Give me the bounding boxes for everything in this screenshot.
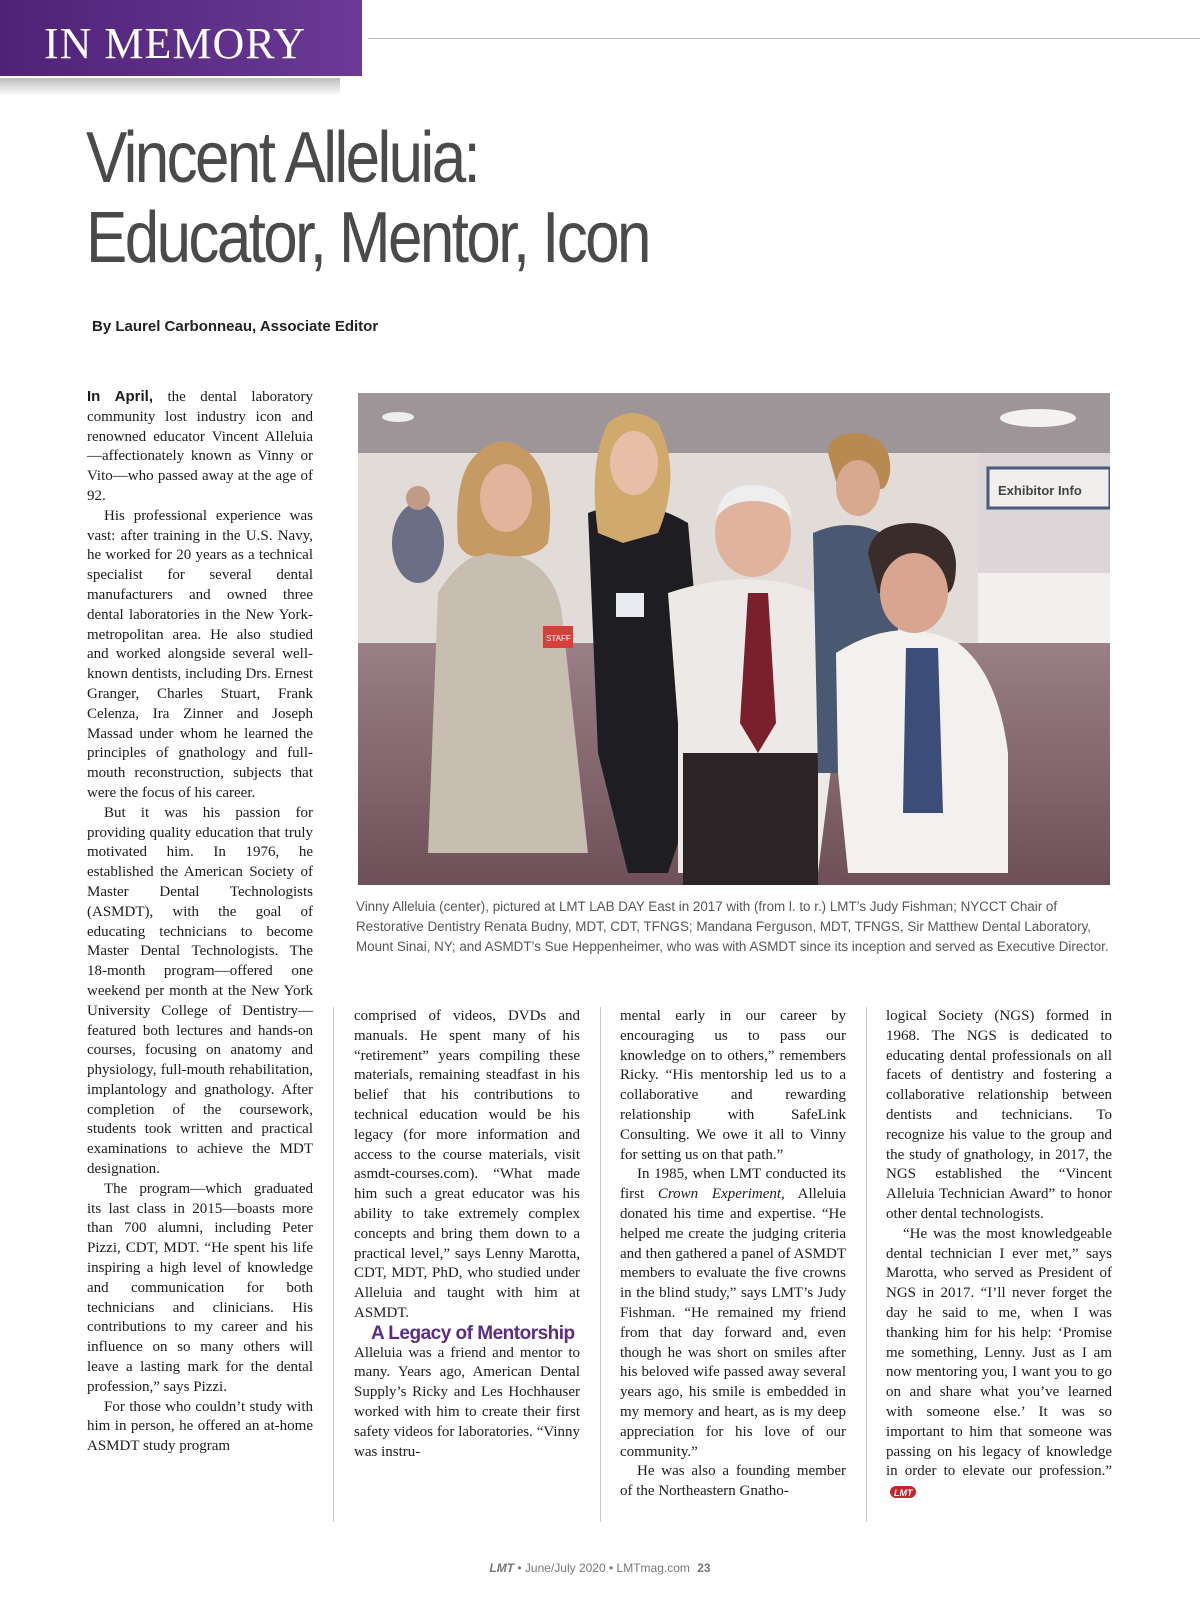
person-5-face bbox=[880, 553, 948, 633]
footer-issue: June/July 2020 bbox=[524, 1561, 606, 1575]
paragraph: comprised of videos, DVDs and manuals. He spent many of his “retirement” years compiling these materials, remaining steadfast in his belief that his contributions to technical education would be his legacy (for more information and access to the course materials, visit asmdt-courses.com). “What made him such a great educator was his ability to take extremely complex concepts and bring them down to a practical level,” says Lenny Marotta, CDT, MDT, PhD, who studied under Alleluia and taught with him at ASMDT. bbox=[354, 1008, 580, 1321]
end-logo-text: LMT bbox=[894, 1487, 913, 1498]
banner-shadow bbox=[0, 78, 340, 96]
person-4-face bbox=[836, 460, 880, 516]
badge-text: STAFF bbox=[546, 634, 571, 643]
person-5-blouse bbox=[903, 648, 943, 813]
background-person-head bbox=[406, 486, 430, 510]
column-divider bbox=[600, 1007, 601, 1522]
ceiling-light bbox=[1000, 409, 1076, 427]
lead-in: In April, bbox=[87, 388, 153, 405]
paragraph: mental early in our career by encouraging us to pass our knowledge on to others,” remembers Ricky. “His mentorship led us to a collaborative and rewarding relationship with SafeLink Consulting. We owe it all to Vinny for setting us on that path.” bbox=[620, 1008, 846, 1163]
emphasis: Crown Experiment bbox=[657, 1186, 782, 1203]
paragraph: He was also a founding member of the Northeastern Gnatho- bbox=[620, 1463, 846, 1500]
article-title bbox=[86, 118, 860, 278]
paragraph: The program—which graduated its last class in 2015—boasts more than 700 alumni, including Peter Pizzi, CDT, MDT. “He spent his life inspiring a high level of knowledge and communication for both technicians and clinicians. His contributions to my career and his influence on so many others will leave a lasting mark for the dental profession,” says Pizzi. bbox=[87, 1180, 313, 1395]
column-divider bbox=[866, 1007, 867, 1522]
ceiling-light bbox=[382, 412, 414, 422]
paragraph bbox=[87, 387, 313, 507]
title-line-1: Vincent Alleluia: bbox=[86, 118, 479, 198]
paragraph: For those who couldn’t study with him in person, he offered an at-home ASMDT study program bbox=[87, 1398, 313, 1455]
person-1-face bbox=[480, 464, 532, 532]
footer-separator: • bbox=[609, 1561, 614, 1575]
paragraph-text: In 1985, when LMT conducted its first bbox=[620, 1166, 846, 1203]
column-4 bbox=[886, 1007, 1112, 1502]
column-1 bbox=[87, 387, 313, 1457]
footer-site: LMTmag.com bbox=[616, 1561, 690, 1575]
background-person bbox=[392, 503, 444, 583]
paragraph: logical Society (NGS) formed in 1968. The NGS is dedicated to educating dental professionals on all facets of dentistry and fostering a collaborative relationship between dentists and technicians. To recognize his value to the group and the study of gnathology, in 2017, the NGS established the “Vincent Alleluia Technician Award” to honor other dental technologists. bbox=[886, 1008, 1112, 1222]
column-3 bbox=[620, 1007, 846, 1502]
paragraph: His professional experience was vast: after training in the U.S. Navy, he worked for 20 years as a technical specialist for several dental manufacturers and owned three dental laboratories in the New York-metropolitan area. He also studied and worked alongside several well-known dentists, including Drs. Ernest Granger, Charles Stuart, Frank Celenza, Ira Zinner and Joseph Massad under whom he learned the principles of gnathology and full-mouth reconstruction, subjects that were the focus of his career. bbox=[87, 507, 313, 801]
page-footer bbox=[0, 1561, 1200, 1575]
group-photo-illustration bbox=[358, 393, 1110, 885]
photo-caption: Vinny Alleluia (center), pictured at LMT LAB DAY East in 2017 with (from l. to r.) LMT’s Judy Fishman; NYCCT Chair of Restorative Dentistry Renata Budny, MDT, CDT, TFNGS; Mandana Ferguson, MDT, TFNGS, Sir Matthew Dental Laboratory, Mount Sinai, NY; and ASMDT’s Sue Heppenheimer, who was with ASMDT since its inception and served as Executive Director. bbox=[356, 899, 1109, 954]
person-3-trousers bbox=[683, 753, 818, 885]
exhibitor-sign-text: Exhibitor Info bbox=[998, 483, 1082, 498]
booth-counter bbox=[978, 573, 1110, 653]
page-number: 23 bbox=[697, 1561, 711, 1575]
paragraph bbox=[620, 1165, 846, 1462]
end-mark-logo bbox=[890, 1485, 916, 1499]
name-badge-2 bbox=[616, 593, 644, 617]
footer-magazine: LMT bbox=[489, 1561, 515, 1575]
paragraph-text: , Alleluia donated his time and expertise. “He helped me create the judging criteria and then gathered a panel of ASMDT members to evaluate the five crowns in the blind study,” says LMT’s Judy Fishman. “He remained my friend from that day forward and, even though he was short on smiles after his beloved wife passed away several years ago, his smile is embedded in my memory and heart, as is my deep appreciation for his love of our community.” bbox=[620, 1186, 847, 1460]
section-subheading: A Legacy of Mentorship bbox=[371, 1322, 575, 1344]
column-2 bbox=[354, 1007, 580, 1462]
paragraph: Alleluia was a friend and mentor to many. Years ago, American Dental Supply’s Ricky and Les Hochhauser worked with him to create their first safety videos for laboratories. “Vinny was instru- bbox=[354, 1344, 580, 1460]
ceiling-beams bbox=[358, 393, 1110, 453]
paragraph-text: the dental laboratory community lost industry icon and renowned educator Vincent Alleluia—affectionately known as Vinny or Vito—who passed away at the age of 92. bbox=[87, 389, 313, 504]
section-label: IN MEMORY bbox=[44, 19, 307, 68]
person-2-face bbox=[610, 431, 658, 495]
column-divider bbox=[333, 1007, 334, 1522]
footer-separator: • bbox=[517, 1561, 522, 1575]
paragraph: But it was his passion for providing quality education that truly motivated him. In 1976, he established the American Society of Master Dental Technologists (ASMDT), with the goal of educating technicians to become Master Dental Technologists. The 18-month program—offered one weekend per month at the New York University College of Dentistry—featured both lectures and hands-on courses, focusing on anatomy and physiology, full-mouth rehabilitation, implantology and gnathology. After completion of the coursework, students took written and practical examinations to achieve the MDT designation. bbox=[87, 804, 313, 1178]
article-photo bbox=[358, 393, 1110, 885]
paragraph-text: “He was the most knowledgeable dental technician I ever met,” says Marotta, who served as President of NGS in 2017. “I’ll never forget the day he said to me, when I was thanking him for his help: ‘Promise me something, Lenny. Just as I am now mentoring you, I want you to go on and share what you’ve learned with someone else.’ It was so important to him that someone was passing on his legacy of knowledge in order to elevate our profession.” bbox=[886, 1225, 1112, 1480]
byline: By Laurel Carbonneau, Associate Editor bbox=[92, 318, 379, 335]
header-rule bbox=[368, 38, 1200, 39]
title-line-2: Educator, Mentor, Icon bbox=[86, 198, 649, 278]
paragraph bbox=[886, 1225, 1112, 1502]
